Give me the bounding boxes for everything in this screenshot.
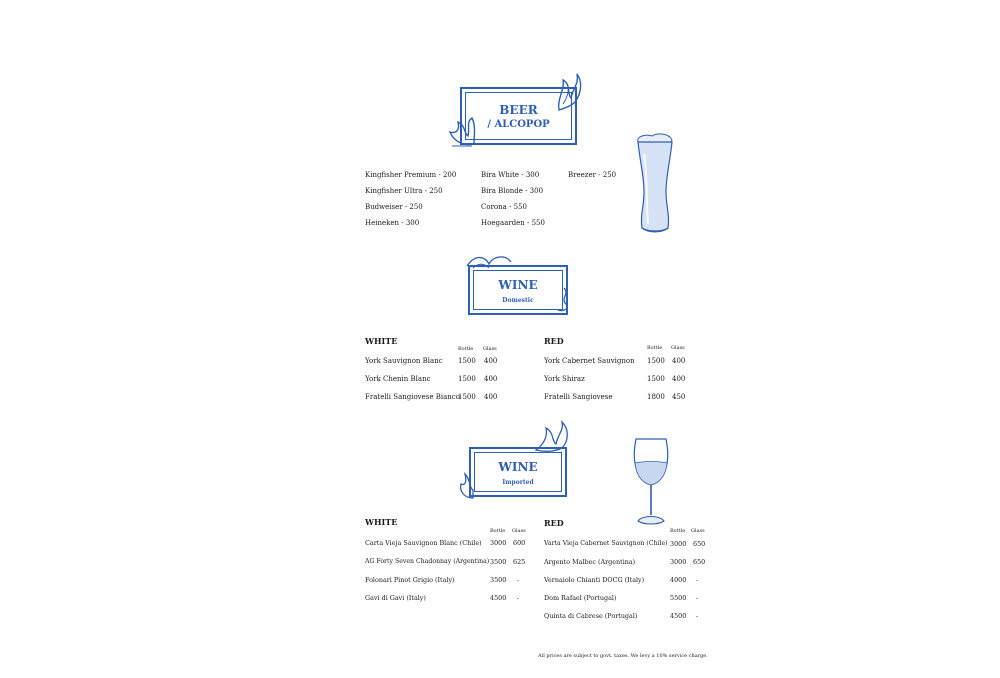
acanthus-ornament-icon [534, 420, 572, 452]
wine-bottle-price: 3500 [490, 558, 507, 566]
wine-name: Quinta di Cabrese (Portugal) [544, 612, 638, 620]
wine-imported-frame [469, 447, 567, 497]
wine-name: York Chenin Blanc [365, 375, 431, 383]
glass-column-label: Glass [512, 528, 526, 534]
wine-bottle-price: 3000 [490, 539, 507, 547]
wine-bottle-price: 3500 [490, 576, 507, 584]
bottle-column-label: Bottle [670, 528, 686, 534]
wine-bottle-price: 1500 [647, 357, 665, 365]
wine-bottle-price: 1500 [647, 375, 665, 383]
acanthus-ornament-icon [455, 470, 475, 500]
wine-name: Fratelli Sangiovese [544, 393, 613, 401]
wine-glass-price: - [696, 612, 699, 620]
wine-name: York Sauvignon Blanc [365, 357, 443, 365]
wine-glass-price: 650 [693, 558, 706, 566]
wine-bottle-price: 4500 [490, 594, 507, 602]
beer-item: Bira Blonde - 300 [481, 187, 544, 195]
acanthus-ornament-icon [465, 252, 513, 272]
wine-name: Folonari Pinot Grigio (Italy) [365, 576, 455, 584]
domestic-red-heading: RED [544, 336, 564, 346]
wine-bottle-price: 4500 [670, 612, 687, 620]
wine-name: York Cabernet Sauvignon [544, 357, 635, 365]
wine-bottle-price: 5500 [670, 594, 687, 602]
wine-name: York Shiraz [544, 375, 585, 383]
beer-item: Hoegaarden - 550 [481, 219, 545, 227]
beer-item: Kingfisher Premium - 200 [365, 171, 457, 179]
glass-column-label: Glass [483, 346, 497, 352]
wine-bottle-price: 1500 [458, 393, 476, 401]
wine-name: Argento Malbec (Argentina) [544, 558, 636, 566]
wine-name: Dom Rafael (Portugal) [544, 594, 617, 602]
beer-item: Kingfisher Ultra - 250 [365, 187, 443, 195]
wine-bottle-price: 3000 [670, 540, 687, 548]
acanthus-ornament-icon [556, 286, 572, 312]
beer-item: Budweiser - 250 [365, 203, 423, 211]
wine-glass-price: - [517, 576, 520, 584]
wine-glass-price: 400 [484, 393, 498, 401]
wine-domestic-frame [468, 265, 568, 315]
wine-glass-price: - [696, 576, 699, 584]
wine-name: Fratelli Sangiovese Bianco [365, 393, 460, 401]
wine-glass-icon [630, 435, 672, 527]
wine-glass-price: 625 [513, 558, 526, 566]
glass-column-label: Glass [691, 528, 705, 534]
wine-imported-subtitle: Imported [502, 479, 534, 486]
imported-white-heading: WHITE [365, 517, 398, 527]
wine-name: Gavi di Gavi (Italy) [365, 594, 426, 602]
wine-name: Vernaiolo Chianti DOCG (Italy) [544, 576, 645, 584]
wine-glass-price: 400 [672, 357, 686, 365]
wine-name: Carta Vieja Sauvignon Blanc (Chile) [365, 539, 482, 547]
domestic-white-heading: WHITE [365, 336, 398, 346]
acanthus-ornament-icon [553, 70, 585, 112]
wine-bottle-price: 3000 [670, 558, 687, 566]
wine-glass-price: 400 [672, 375, 686, 383]
acanthus-ornament-icon [446, 114, 476, 148]
beer-title: BEER [499, 103, 538, 117]
wine-glass-price: 450 [672, 393, 686, 401]
wine-glass-price: 400 [484, 375, 498, 383]
wine-glass-price: - [696, 594, 699, 602]
bottle-column-label: Bottle [490, 528, 506, 534]
wine-domestic-title: WINE [498, 278, 538, 292]
wine-glass-price: 650 [693, 540, 706, 548]
tax-note: All prices are subject to govt. taxes. We levy a 10% service charge. [538, 653, 708, 659]
beer-glass-icon [632, 132, 678, 234]
wine-glass-price: 400 [484, 357, 498, 365]
wine-bottle-price: 1800 [647, 393, 665, 401]
imported-red-heading: RED [544, 518, 564, 528]
beer-item: Breezer - 250 [568, 171, 617, 179]
beer-subtitle: / ALCOPOP [487, 119, 550, 130]
wine-bottle-price: 1500 [458, 375, 476, 383]
wine-name: Varta Vieja Cabernet Sauvignon (Chile) [544, 540, 668, 547]
bottle-column-label: Bottle [458, 346, 474, 352]
wine-imported-title: WINE [498, 460, 538, 474]
wine-bottle-price: 4000 [670, 576, 687, 584]
beer-item: Heineken - 300 [365, 219, 420, 227]
wine-name: AG Forty Seven Chadonnay (Argentina) [365, 558, 490, 565]
wine-bottle-price: 1500 [458, 357, 476, 365]
wine-glass-price: - [517, 594, 520, 602]
glass-column-label: Glass [671, 345, 685, 351]
beer-item: Bira White - 300 [481, 171, 540, 179]
wine-glass-price: 600 [513, 539, 526, 547]
bottle-column-label: Bottle [647, 345, 663, 351]
wine-domestic-subtitle: Domestic [502, 297, 534, 304]
beer-item: Corona - 550 [481, 203, 527, 211]
